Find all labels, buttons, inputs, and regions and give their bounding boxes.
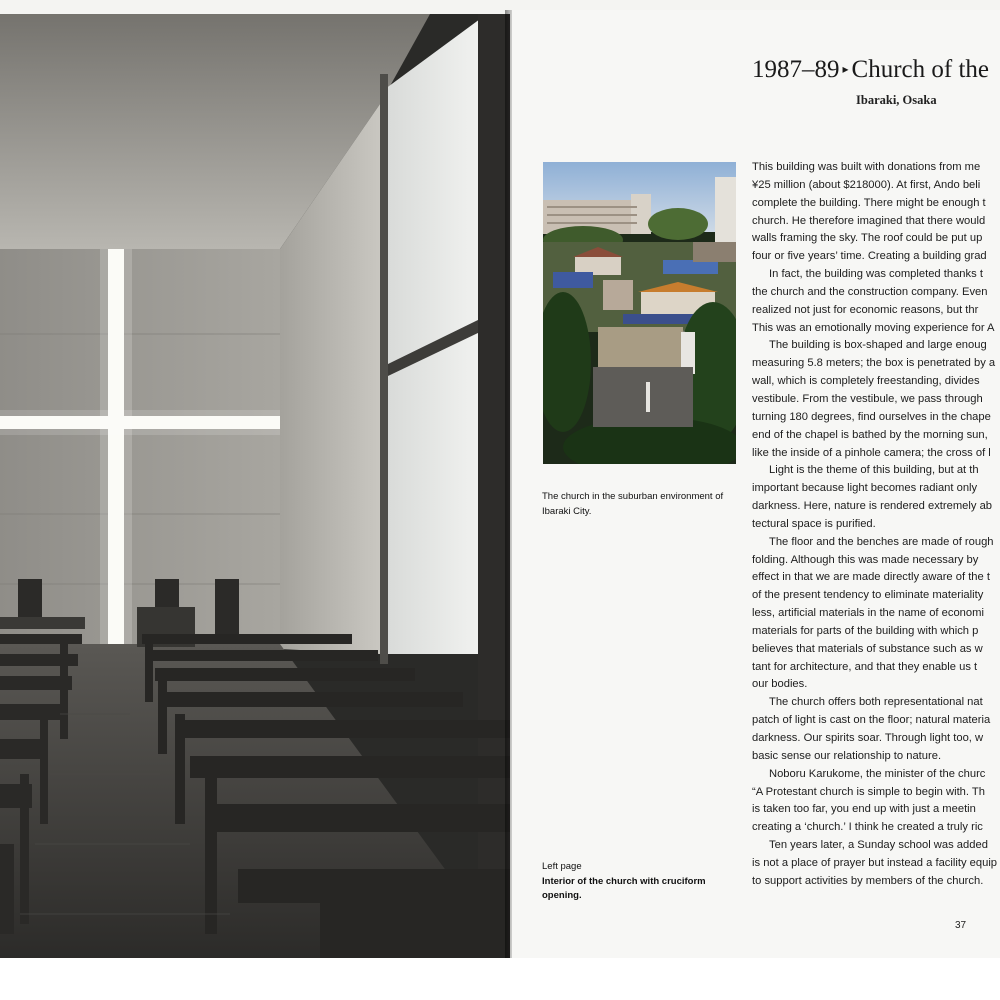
body-text-line: tant for architecture, and that they enable us t bbox=[752, 660, 978, 673]
body-text-line: walls framing the sky. The roof could be put up bbox=[752, 232, 983, 245]
body-text-line: less, artificial materials in the name of economi bbox=[752, 607, 984, 620]
body-text-line: Noboru Karukome, the minister of the churc bbox=[769, 767, 986, 780]
body-text-line: The building is box-shaped and large enoug bbox=[769, 339, 987, 352]
body-text-line: patch of light is cast on the floor; natural materia bbox=[752, 714, 991, 727]
interior-photo bbox=[0, 14, 510, 958]
body-text-line: important because light becomes radiant only bbox=[752, 482, 978, 495]
body-text-line: “A Protestant church is simple to begin with. Th bbox=[752, 785, 985, 798]
body-text-line: realized not just for economic reasons, but thr bbox=[752, 303, 979, 316]
body-text-line: vestibule. From the vestibule, we pass through bbox=[752, 392, 983, 405]
suburban-photo bbox=[543, 162, 736, 464]
body-text-line: In fact, the building was completed thanks t bbox=[769, 268, 983, 281]
body-text-line: ¥25 million (about $218000). At first, Ando beli bbox=[752, 178, 981, 191]
body-text-line: believes that materials of substance such as w bbox=[752, 642, 983, 655]
body-text-line: wall, which is completely freestanding, divides bbox=[752, 375, 980, 388]
body-text-line: Light is the theme of this building, but at th bbox=[769, 464, 979, 477]
body-text-line: Ten years later, a Sunday school was added bbox=[769, 839, 988, 852]
body-text-line: the church and the construction company. Even bbox=[752, 285, 988, 298]
body-text-line: materials for parts of the building with which p bbox=[752, 624, 979, 637]
body-text-line: like the inside of a pinhole camera; the cross of l bbox=[752, 446, 991, 459]
inset-photo-caption: The church in the suburban environment of Ibaraki City. bbox=[542, 491, 724, 517]
body-text-line: The church offers both representational nat bbox=[769, 696, 983, 709]
left-page-caption-text: Interior of the church with cruciform opening. bbox=[542, 875, 706, 901]
article-body bbox=[752, 159, 1000, 891]
body-text-line: is not a place of prayer but instead a facility equip bbox=[752, 856, 998, 869]
left-page-caption-label: Left page bbox=[542, 861, 582, 872]
body-text-line: This building was built with donations from me bbox=[752, 161, 981, 173]
body-text-line: of the present tendency to eliminate materiality bbox=[752, 589, 984, 602]
title-arrow-icon: ▸ bbox=[842, 62, 849, 76]
body-text-line: darkness. Here, nature is rendered extremely ab bbox=[752, 500, 993, 513]
body-text-line: effect in that we are made directly aware of the t bbox=[752, 571, 990, 584]
title-text: Church of the bbox=[851, 56, 989, 83]
body-text-line: church. He therefore imagined that there would bbox=[752, 214, 986, 227]
left-page-caption bbox=[542, 860, 732, 904]
body-text-line: complete the building. There might be enough t bbox=[752, 196, 986, 209]
body-text-line: four or five years’ time. Creating a building grad bbox=[752, 250, 987, 263]
page-title bbox=[752, 56, 1000, 84]
body-text-line: is taken too far, you end up with just a meetin bbox=[752, 803, 976, 816]
title-years: 1987–89 bbox=[752, 56, 840, 83]
body-text-line: turning 180 degrees, find ourselves in the chape bbox=[752, 410, 991, 423]
body-text-line: The floor and the benches are made of rough bbox=[769, 535, 994, 548]
body-text-line: folding. Although this was made necessary by bbox=[752, 553, 979, 566]
body-text-line: end of the chapel is bathed by the morning sun, bbox=[752, 428, 988, 441]
body-text-line: tectural space is purified. bbox=[752, 517, 876, 530]
page-subtitle-location: Ibaraki, Osaka bbox=[856, 93, 937, 107]
body-text-line: basic sense our relationship to nature. bbox=[752, 749, 942, 762]
body-text-line: to support activities by members of the church. bbox=[752, 874, 984, 887]
body-text-line: This was an emotionally moving experience for A bbox=[752, 321, 995, 334]
body-text-line: darkness. Our spirits soar. Through light too, w bbox=[752, 732, 984, 744]
body-text-line: creating a ‘church.’ I think he created a truly ric bbox=[752, 821, 983, 834]
body-text-line: measuring 5.8 meters; the box is penetrated by a bbox=[752, 357, 996, 370]
page-bottom-margin bbox=[0, 958, 1000, 1000]
page-number: 37 bbox=[955, 920, 967, 931]
body-text-line: our bodies. bbox=[752, 678, 808, 691]
